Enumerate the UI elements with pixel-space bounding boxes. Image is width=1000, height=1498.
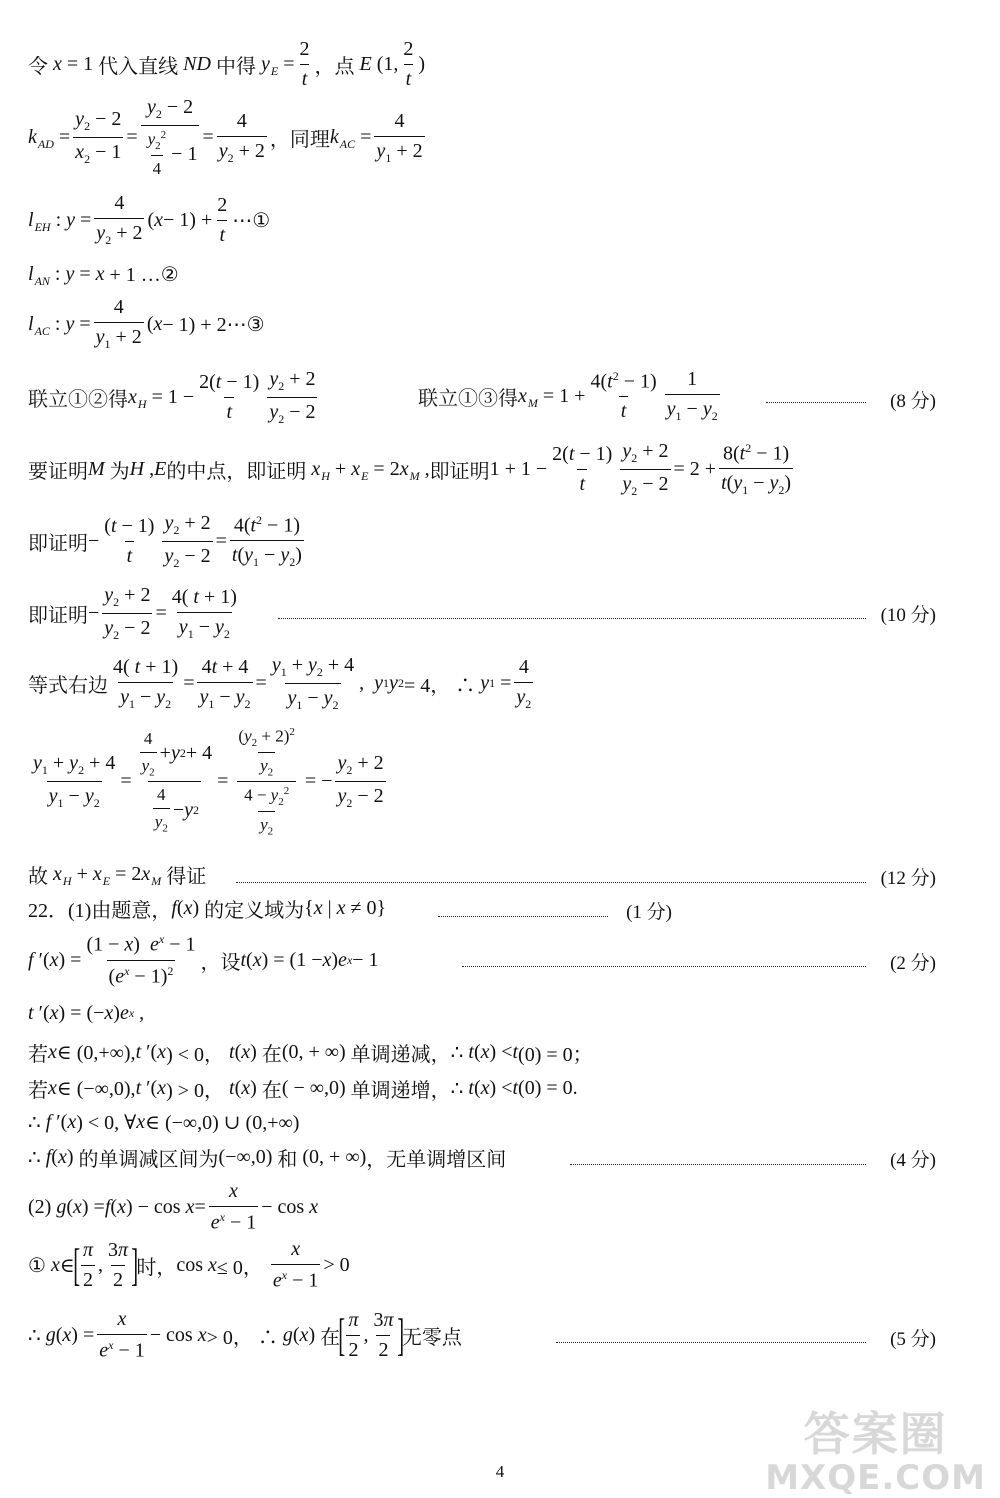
text-wei: 为 xyxy=(109,461,130,483)
line-q22: 22．(1)由题意， f ( x ) 的定义域为 { x | x ≠ 0} xyxy=(28,894,386,923)
line-bigfrac: $y_1 + y_2 + 4$ $y_1 - y_2$ = 4 $y_2$ + y 2 + 4 4 $y_2$ − y 2 = $\frac{(y_2 + 2)^2}{y_2}$ $\frac{4 - y_2^2}{y_2}$ = − $y_2 + 2$ $y_2 - 2$ xyxy=(33,726,384,838)
text-p2: (2) xyxy=(28,1195,52,1218)
text-dandjianqu: 的单调减区间为 xyxy=(78,1149,219,1171)
line-jizheng-2: 即证明 − $y_2 + 2$ $y_2 - 2$ = 4( t + 1) $y_1 - y_2$ xyxy=(28,584,237,642)
text-wudanzeng: ，无单调增区间 xyxy=(366,1149,507,1171)
text-dezheng: 得证 xyxy=(166,866,207,888)
line-tprime: t ′( x ) = (− x ) e x , xyxy=(28,1002,145,1024)
text-zai-3: 在 xyxy=(320,1326,341,1349)
text-danzeng: 单调递增， xyxy=(350,1080,451,1102)
text-jizheng-1: 即证明 xyxy=(28,533,88,555)
line-lac: l AC : y = 4 $y_1 + 2$ ( x − 1) + 2⋯③ xyxy=(28,296,265,351)
text-shi: 时， xyxy=(136,1256,177,1279)
line-ruo-1: 若 x ∈ (0,+∞), t ′( x ) < 0， t ( x ) 在 (0, + ∞) 单调递减， ∴ t ( x ) < t (0) = 0； xyxy=(28,1038,593,1067)
text-lianli13: 联立①③得 xyxy=(418,387,518,410)
line-1: 令 x = 1 代入直线 ND 中得 y E = 2 t ，点 E (1, 2 t ) xyxy=(28,38,426,90)
page-number: 4 xyxy=(495,1462,505,1481)
score-1: (1 分) xyxy=(626,902,672,923)
line-g: (2) g ( x ) = f ( x ) − cos x = x $e^x - 1$ − cos x xyxy=(28,1180,319,1234)
line-case1-concl: ∴ g ( x ) = x $e^x - 1$ − cos x > 0， ∴ g ( x ) 在 [ π 2 , 3π 2 ] 无零点 xyxy=(28,1308,462,1362)
text-ruo-2: 若 xyxy=(28,1080,48,1102)
text-zhongde: 中得 xyxy=(215,56,256,78)
dot-leader xyxy=(438,916,608,917)
line-case1: ① x ∈ [ π 2 , 3π 2 ] 时， cos x ≤ 0， x $e^x - 1$ > 0 xyxy=(28,1238,350,1292)
text-tongli: ，同理 xyxy=(269,129,330,152)
score-2: (2 分) xyxy=(890,953,936,974)
text-q22a: 22．(1)由题意， xyxy=(28,900,172,922)
score-5: (5 分) xyxy=(890,1329,936,1350)
score-12: (12 分) xyxy=(880,868,936,889)
line-jizheng-1: 即证明 − (t − 1) t $y_2 + 2$ $y_2 - 2$ = $4(t^2 - 1)$ $t(y_1 - y_2)$ xyxy=(28,512,302,570)
score-8: (8 分) xyxy=(890,391,936,412)
watermark-line1: 答案圈 xyxy=(803,1407,948,1461)
line-kad: k AD = $y_2 - 2$ $x_2 - 1$ = $y_2 - 2$ $y_2^2$ 4 − 1 = 4 $y_2 + 2$ ，同理 k AC = 4 $y_1 + 2$ xyxy=(28,96,423,179)
text-q22b: 的定义域为 xyxy=(204,900,305,922)
text-jizheng-2: 即证明 xyxy=(28,605,88,627)
line-lan: l AN : y = x + 1 …② xyxy=(28,263,179,288)
dot-leader xyxy=(462,966,866,967)
text-yaozheng: 要证明 xyxy=(28,461,88,483)
line-lianli-2: 联立①③得 x M = 1 + $4(t^2 - 1)$ t 1 $y_1 - y_2$ xyxy=(418,368,718,423)
dot-leader xyxy=(570,1164,866,1165)
text-wulingdian: 无零点 xyxy=(401,1326,462,1349)
text-he: 和 xyxy=(277,1149,298,1171)
line-leh: l EH : y = 4 $y_2 + 2$ ( x − 1) + 2 t ⋯① xyxy=(28,192,271,247)
line-gu: 故 x H + x E = 2 x M 得证 xyxy=(28,860,206,889)
line-ruo-2: 若 x ∈ (−∞,0), t ′( x ) > 0， t ( x ) 在 ( − ∞,0) 单调递增， ∴ t ( x ) < t (0) = 0. xyxy=(28,1074,578,1103)
text-she: ，设 xyxy=(200,951,241,974)
line-therefore-2: ∴ f ( x ) 的单调减区间为 (−∞,0) 和 (0, + ∞) ，无单调增区间 xyxy=(28,1143,506,1172)
text-lianli12: 联立①②得 xyxy=(28,389,128,411)
line-fprime: f ′( x ) = (1 − x) $e^x - 1$ $(e^x - 1)^2$ ，设 t ( x ) = (1 − x ) e x − 1 xyxy=(28,932,379,988)
watermark-line2: MXQE.COM xyxy=(765,1458,986,1498)
text-ling: 令 xyxy=(28,56,48,78)
text-dairu: 代入直线 xyxy=(98,56,179,78)
text-gu: 故 xyxy=(28,866,48,888)
score-10: (10 分) xyxy=(880,605,936,626)
text-ruo-1: 若 xyxy=(28,1044,48,1066)
dot-leader xyxy=(556,1342,866,1343)
line-lianli: 联立①②得 x H = 1 − 2(t − 1) t $y_2 + 2$ $y_2 - 2$ xyxy=(28,368,316,426)
text-zai-1: 在 xyxy=(261,1044,282,1066)
dot-leader xyxy=(278,618,866,619)
dot-leader xyxy=(766,402,866,403)
line-therefore-1: ∴ f ′( x ) < 0, ∀ x ∈ (−∞,0) ∪ (0,+∞) xyxy=(28,1111,300,1134)
text-jizheng-0: 即证明 xyxy=(429,461,490,483)
watermark-logo xyxy=(765,1398,986,1498)
text-zai-2: 在 xyxy=(261,1080,282,1102)
score-4: (4 分) xyxy=(890,1150,936,1171)
line-yaozheng: 要证明 M 为 H , E 的中点，即证明 x H + x E = 2 x M , 即证明 1 + 1 − 2(t − 1) t $y_2 + 2$ $y_2 - 2$ = 2 + $8(t^2 - 1)$ $t(y_1 - y_2)$ xyxy=(28,440,792,498)
text-dian: ，点 xyxy=(314,56,355,78)
dot-leader xyxy=(236,882,866,883)
text-zhongdian: 的中点，即证明 xyxy=(166,461,307,483)
text-danjian: 单调递减， xyxy=(350,1044,451,1066)
text-dengshi: 等式右边 xyxy=(28,675,108,697)
line-dengshi: 等式右边 4( t + 1) $y_1 - y_2$ = 4t + 4 $y_1 - y_2$ = $y_1 + y_2 + 4$ $y_1 - y_2$ , y 1 y 2 = 4， ∴ y 1 = 4 $y_2$ xyxy=(28,654,532,712)
